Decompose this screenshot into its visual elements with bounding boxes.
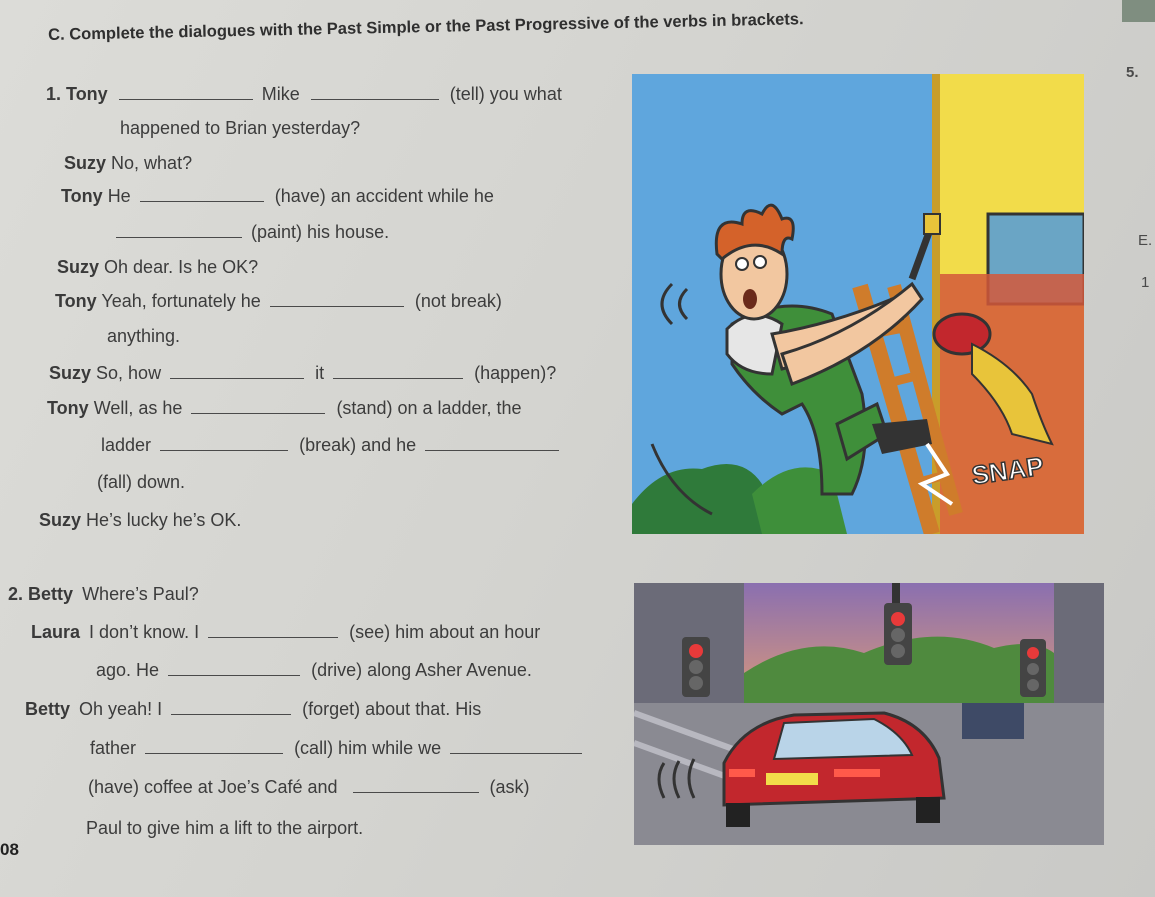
dialogue2-line-7 [86,818,363,839]
dialogue-text: father [90,738,137,758]
speaker-name: Tony [47,398,89,418]
answer-blank[interactable] [145,739,283,754]
dialogue-text: (have) an accident while he [274,186,494,206]
dialogue1-line-7 [55,291,502,312]
dialogue-text: (happen)? [474,363,557,383]
dialogue-text: ago. He [96,660,160,680]
answer-blank[interactable] [450,739,582,754]
dialogue-text: So, how [96,363,162,383]
answer-blank[interactable] [168,661,300,676]
dialogue2-line-4 [25,699,481,720]
dialogue-text: (call) him while we [294,738,442,758]
dialogue2-line-3 [96,660,532,681]
exercise-heading: C. Complete the dialogues with the Past Simple or the Past Progressive of the verbs in brackets. [48,10,804,44]
dialogue2-number: 2. [8,584,24,604]
dialogue1-number: 1. [46,84,62,104]
dialogue1-line-3 [64,153,192,174]
dialogue-text: Where’s Paul? [82,584,199,604]
dialogue-text: ladder [101,435,152,455]
dialogue-text: (break) and he [299,435,417,455]
dialogue1-line-11 [101,435,559,456]
dialogue-text: He’s lucky he’s OK. [86,510,242,530]
dialogue2-line-1 [8,584,199,605]
dialogue-text: Mike [261,84,300,104]
speaker-name: Tony [66,84,108,104]
speaker-name: Tony [61,186,103,206]
answer-blank[interactable] [170,364,304,379]
dialogue2-line-5 [90,738,582,759]
dialogue1-line-12 [97,472,185,493]
answer-blank[interactable] [425,436,559,451]
dialogue-text: Well, as he [93,398,183,418]
dialogue-text: (ask) [489,777,530,797]
car-traffic-light-illustration [634,583,1104,845]
dialogue-text: it [315,363,325,383]
dialogue1-line-6 [57,257,258,278]
dialogue1-line-9 [49,363,556,384]
traffic-light-left [682,637,710,697]
dialogue-text: (forget) about that. His [302,699,482,719]
speaker-name: Betty [25,699,71,719]
dialogue2-line-2 [31,622,540,643]
dialogue1-line-1 [46,84,562,105]
speaker-name: Suzy [49,363,92,383]
dialogue1-line-8 [107,326,180,347]
dialogue-text: anything. [107,326,181,346]
dialogue-text: Paul to give him a lift to the airport. [86,818,364,838]
answer-blank[interactable] [116,223,242,238]
dialogue-text: Yeah, fortunately he [101,291,261,311]
dialogue-text: I don’t know. I [89,622,200,642]
answer-blank[interactable] [311,85,439,100]
page-corner-shadow [1122,0,1155,22]
dialogue-text: He [107,186,131,206]
dialogue1-line-5 [116,222,389,243]
dialogue-text: Oh yeah! I [79,699,163,719]
answer-blank[interactable] [140,187,264,202]
answer-blank[interactable] [270,292,404,307]
side-number-one: 1 [1141,274,1150,291]
snap-sound-text: SNAP [969,450,1046,491]
answer-blank[interactable] [119,85,253,100]
dialogue-text: (paint) his house. [251,222,390,242]
dialogue-text: (tell) you what [449,84,562,104]
dialogue1-line-10 [47,398,522,419]
answer-blank[interactable] [171,700,291,715]
speaker-name: Tony [55,291,97,311]
dialogue1-line-4 [61,186,494,207]
traffic-light-right [1020,639,1046,697]
dialogue-text: (not break) [414,291,502,311]
speaker-name: Suzy [64,153,107,173]
dialogue-text: Oh dear. Is he OK? [104,257,259,277]
dialogue-text: happened to Brian yesterday? [120,118,361,138]
dialogue-text: (have) coffee at Joe’s Café and [88,777,338,797]
answer-blank[interactable] [208,623,338,638]
speaker-name: Suzy [39,510,82,530]
dialogue-text: (fall) down. [97,472,186,492]
dialogue2-line-6 [88,777,530,798]
dialogue-text: (drive) along Asher Avenue. [311,660,532,680]
dialogue-text: (stand) on a ladder, the [336,398,522,418]
dialogue1-line-2 [120,118,360,139]
answer-blank[interactable] [353,778,479,793]
distant-van [962,703,1024,739]
speaker-name: Suzy [57,257,100,277]
speaker-name: Laura [31,622,81,642]
answer-blank[interactable] [160,436,288,451]
dialogue1-line-13 [39,510,241,531]
side-number-five: 5. [1126,64,1139,81]
answer-blank[interactable] [191,399,325,414]
dialogue-text: (see) him about an hour [349,622,541,642]
answer-blank[interactable] [333,364,463,379]
ladder-accident-illustration [632,74,1084,534]
page-number: 08 [0,840,19,859]
dialogue-text: No, what? [111,153,193,173]
side-letter-e: E. [1138,232,1153,249]
speaker-name: Betty [28,584,74,604]
